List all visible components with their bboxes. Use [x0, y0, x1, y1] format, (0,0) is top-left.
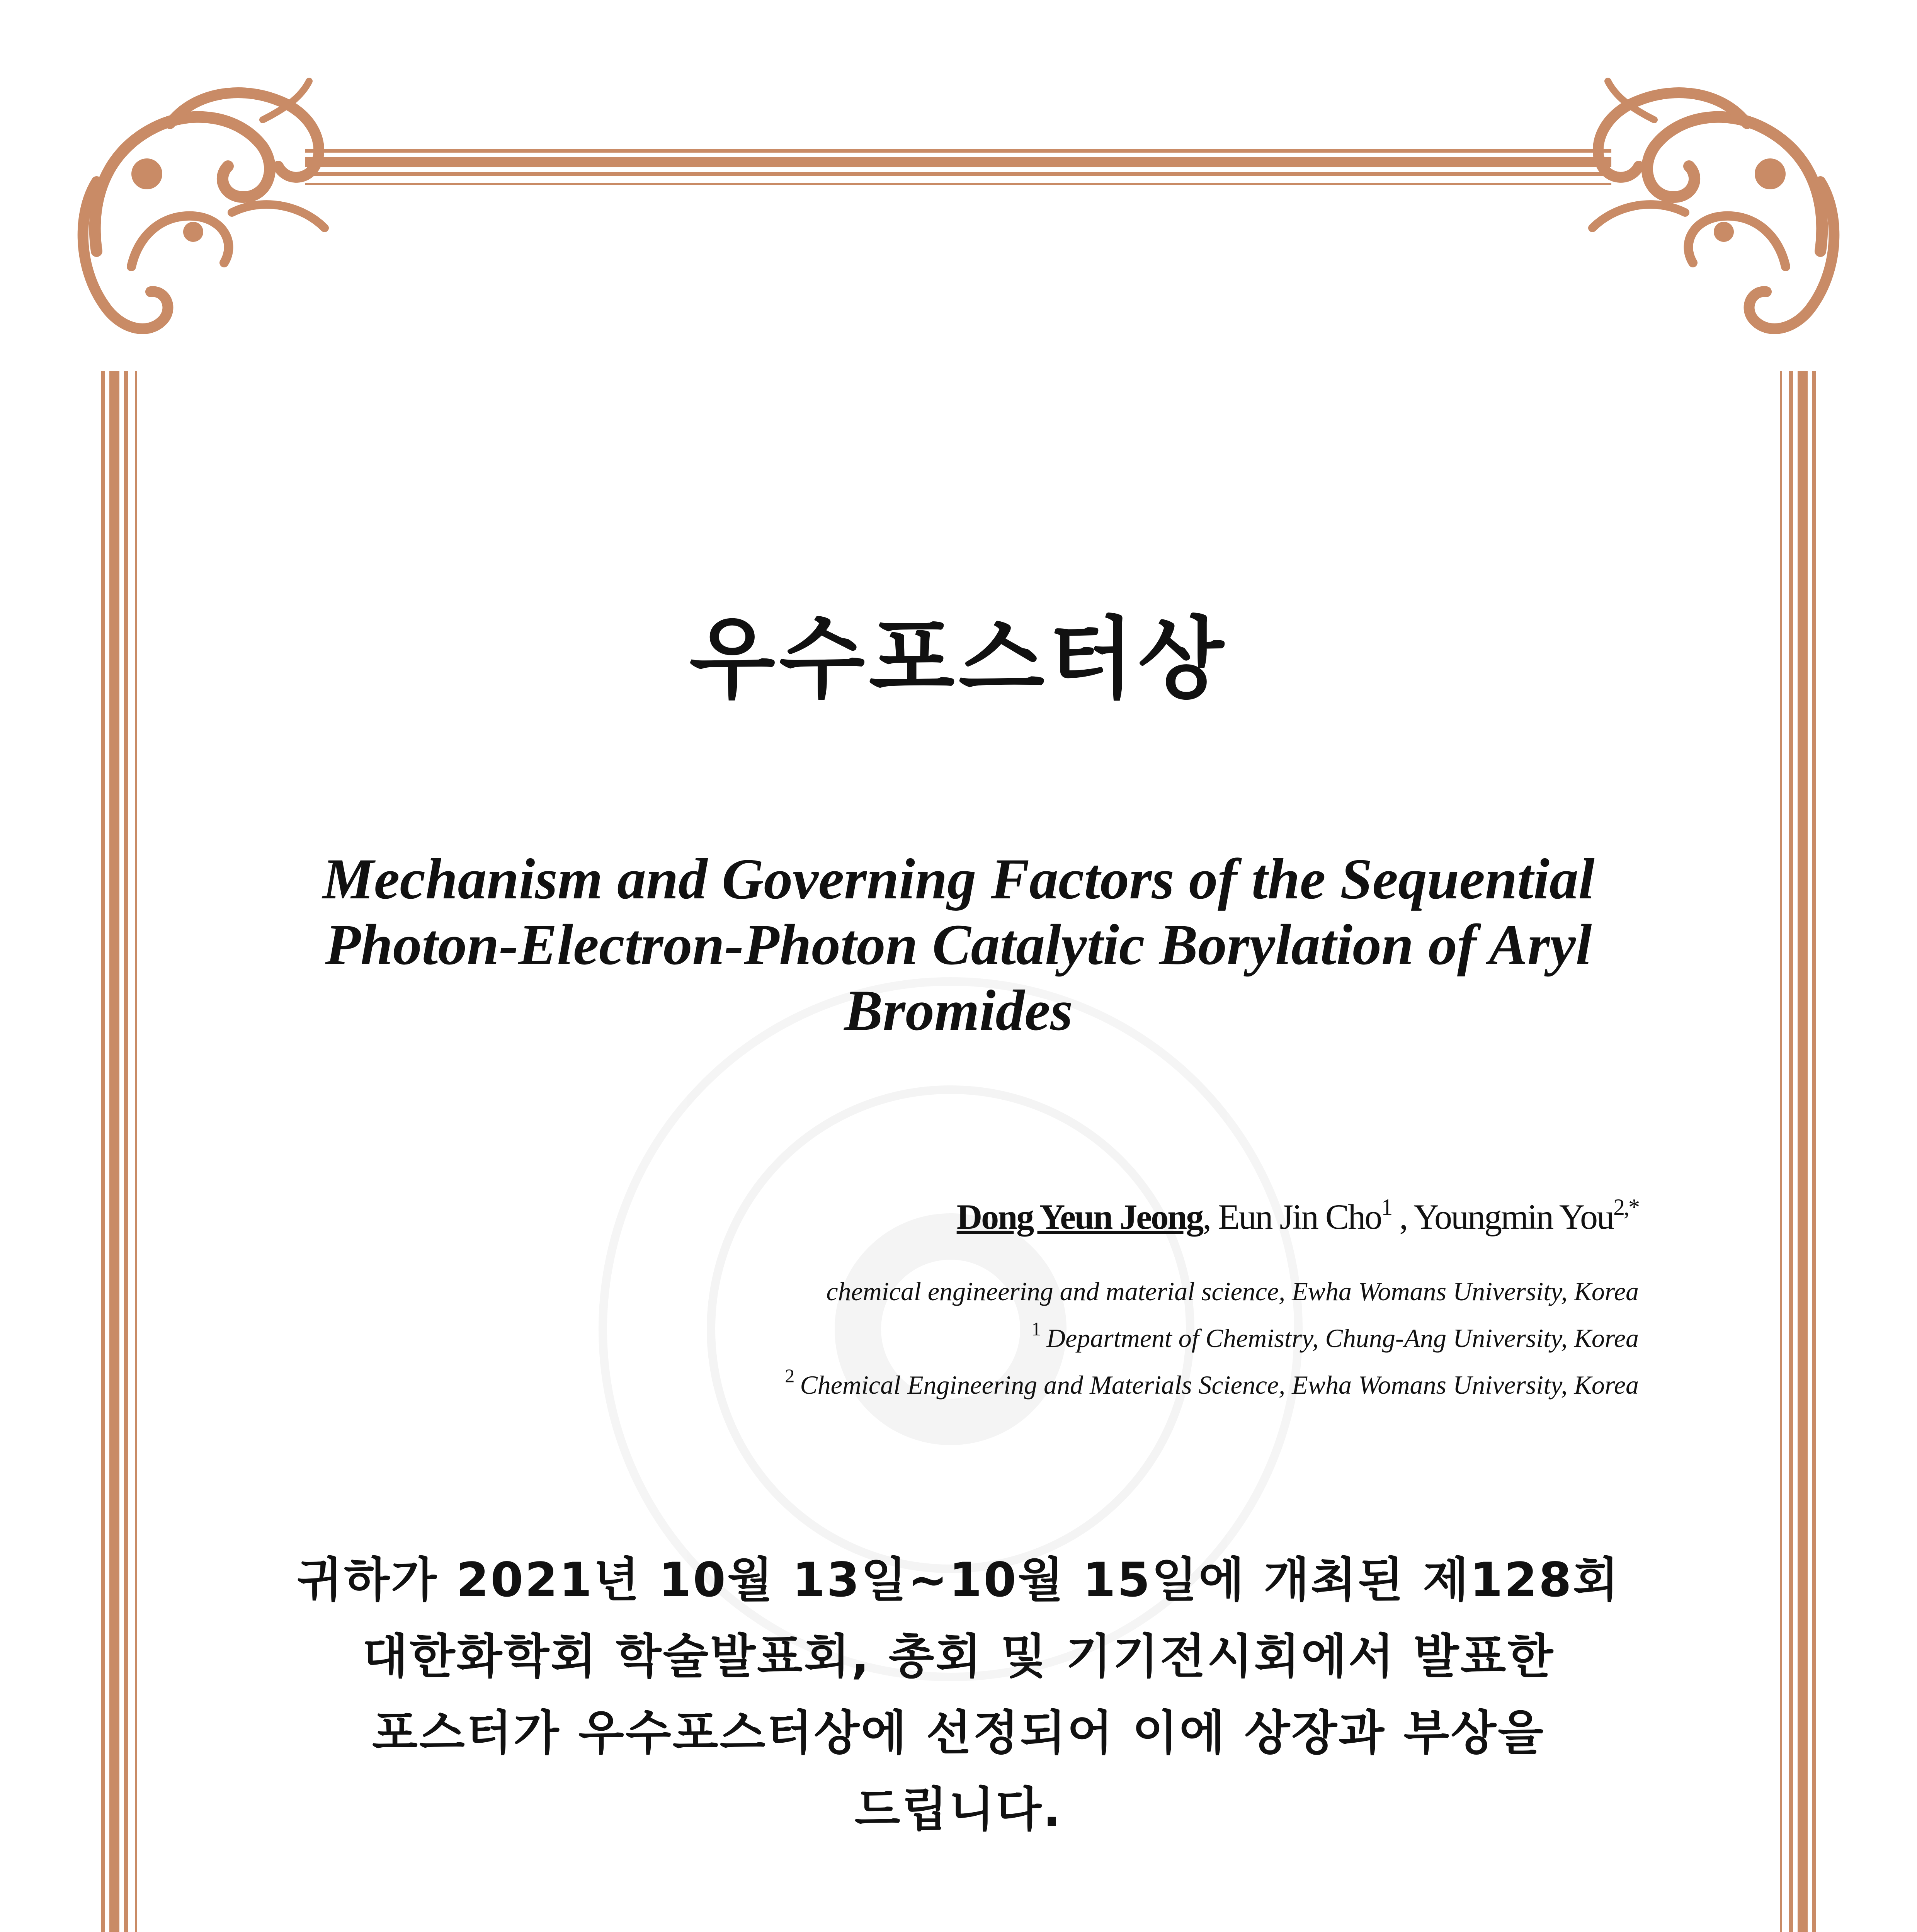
affiliation-line [785, 1310, 1639, 1357]
affiliation-line [785, 1264, 1639, 1310]
affiliation-text: Chemical Engineering and Materials Science, Ewha Womans University, Korea [800, 1370, 1639, 1400]
affiliation-marker: 1 [1381, 1194, 1392, 1220]
affiliation-number: 2 [785, 1365, 795, 1386]
affiliation-text: Department of Chemistry, Chung-Ang University, Korea [1046, 1323, 1639, 1353]
poster-title-line: Photon-Electron-Photon Catalytic Borylation of Aryl [325, 913, 1592, 977]
statement-line: 귀하가 2021년 10월 13일~10월 15일에 개최된 제128회 [297, 1553, 1620, 1607]
author-name: Eun Jin Cho [1218, 1197, 1381, 1236]
presenting-author: Dong Yeun Jeong [956, 1197, 1203, 1236]
affiliation-marker: 2,* [1613, 1194, 1639, 1220]
award-title: 우수포스터상 [689, 608, 1228, 711]
statement-line: 드립니다. [854, 1782, 1063, 1837]
author-separator: , [1203, 1197, 1218, 1236]
award-statement [0, 1542, 1917, 1848]
affiliation-text: chemical engineering and material science, Ewha Womans University, Korea [826, 1277, 1639, 1306]
author-name: Youngmin You [1413, 1197, 1613, 1236]
author-list [957, 1194, 1639, 1237]
author-separator: , [1391, 1197, 1414, 1236]
statement-line: 대한화학회 학술발표회, 총회 및 기기전시회에서 발표한 [362, 1629, 1555, 1684]
poster-title-line: Mechanism and Governing Factors of the Sequential [322, 847, 1595, 911]
statement-line: 포스터가 우수포스터상에 선정되어 이에 상장과 부상을 [372, 1706, 1545, 1760]
affiliation-line [785, 1357, 1639, 1404]
affiliation-number: 1 [1031, 1318, 1041, 1340]
affiliation-list [785, 1264, 1639, 1404]
poster-title [0, 846, 1917, 1043]
poster-title-line: Bromides [844, 978, 1073, 1043]
